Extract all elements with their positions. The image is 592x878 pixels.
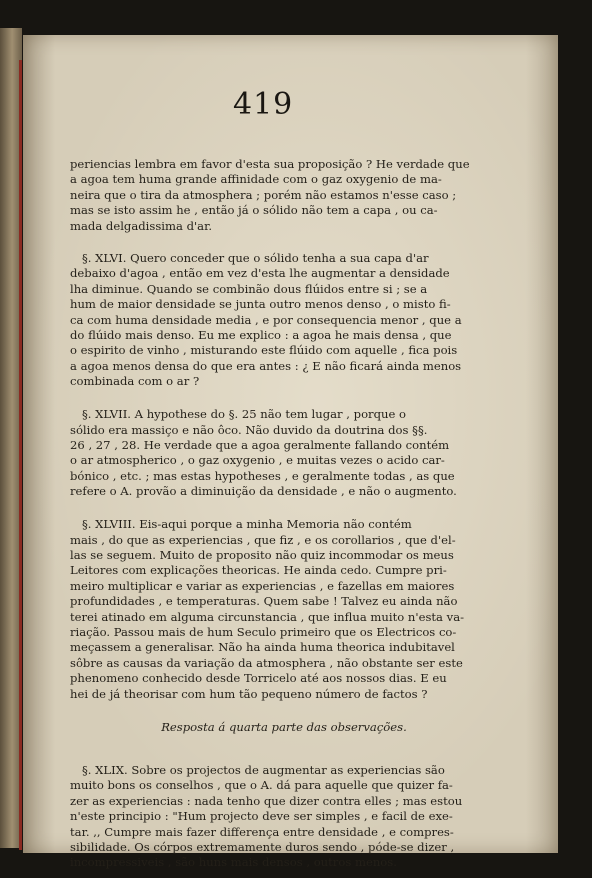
paragraph-1 xyxy=(70,157,470,234)
text-line: a agoa menos densa do que era antes : ¿ E não ficará ainda menos xyxy=(70,358,462,373)
text-line: combinada com o ar ? xyxy=(70,374,200,389)
paragraph-section-xlvi xyxy=(70,251,462,390)
text-line: mas se isto assim he , então já o sólido não tem a capa , ou ca- xyxy=(70,203,438,218)
text-line: refere o A. provão a diminuição da densidade , e não o augmento. xyxy=(70,484,457,499)
text-line: zer as experiencias : nada tenho que dizer contra elles ; mas estou xyxy=(70,793,463,808)
text-line: Leitores com explicações theoricas. He ainda cedo. Cumpre pri- xyxy=(70,563,447,578)
text-line: §. XLIX. Sobre os projectos de augmentar as experiencias são xyxy=(82,762,445,777)
text-line: terei atinado em alguma circunstancia , que influa muito n'esta va- xyxy=(70,609,465,624)
text-line: bónico , etc. ; mas estas hypotheses , e geralmente todas , as que xyxy=(70,468,455,483)
text-line: mais , do que as experiencias , que fiz , e os corollarios , que d'el- xyxy=(70,532,456,547)
text-line: tar. ,, Cumpre mais fazer differença entre densidade , e compres- xyxy=(70,824,454,839)
text-line: muito bons os conselhos , que o A. dá para aquelle que quizer fa- xyxy=(70,778,453,793)
paragraph-section-xlix xyxy=(70,762,463,871)
text-line: o ar atmospherico , o gaz oxygenio , e muitas vezes o acido car- xyxy=(70,453,445,468)
text-line: o espirito de vinho , misturando este flúido com aquelle , fica pois xyxy=(70,343,458,358)
text-line: mada delgadissima d'ar. xyxy=(70,218,213,233)
text-line: profundidades , e temperaturas. Quem sabe ! Talvez eu ainda não xyxy=(70,594,458,609)
text-line: phenomeno conhecido desde Torricelo até aos nossos dias. E eu xyxy=(70,671,447,686)
text-line: incompressiveis , são huns mais densos , outros menos. xyxy=(70,855,397,870)
text-line: sólido era massiço e não ôco. Não duvido da doutrina dos §§. xyxy=(70,422,428,437)
text-line: hum de maior densidade se junta outro menos denso , o misto fi- xyxy=(70,297,451,312)
text-line: §. XLVI. Quero conceder que o sólido tenha a sua capa d'ar xyxy=(82,251,429,266)
text-line: n'este principio : "Hum projecto deve ser simples , e facil de exe- xyxy=(70,809,453,824)
text-line: hei de já theorisar com hum tão pequeno número de factos ? xyxy=(70,686,428,701)
text-line: 26 , 27 , 28. He verdade que a agoa geralmente fallando contém xyxy=(70,438,450,452)
paragraph-section-xlvii xyxy=(70,407,457,499)
section-heading: Resposta á quarta parte das observações. xyxy=(161,719,407,734)
text-line: do flúido mais denso. Eu me explico : a agoa he mais densa , que xyxy=(70,328,452,343)
text-line: meiro multiplicar e variar as experiencias , e fazellas em maiores xyxy=(70,578,455,593)
red-page-edge xyxy=(19,60,22,850)
paragraph-section-xlviii xyxy=(70,517,465,702)
text-line: riação. Passou mais de hum Seculo primeiro que os Electricos co- xyxy=(70,624,457,639)
text-line: lha diminue. Quando se combinão dous flúidos entre si ; se a xyxy=(70,281,428,296)
text-line: sôbre as causas da variação da atmosphera , não obstante ser este xyxy=(70,655,463,670)
book-page xyxy=(23,35,558,870)
text-line: §. XLVII. A hypothese do §. 25 não tem lugar , porque o xyxy=(82,407,407,422)
text-line: §. XLVIII. Eis-aqui porque a minha Memoria não contém xyxy=(82,517,412,532)
text-line: meçassem a generalisar. Não ha ainda huma theorica indubitavel xyxy=(70,640,455,655)
text-line: debaixo d'agoa , então em vez d'esta lhe augmentar a densidade xyxy=(70,266,450,281)
text-line: a agoa tem huma grande affinidade com o gaz oxygenio de ma- xyxy=(70,172,442,187)
text-line: sibilidade. Os córpos extremamente duros sendo , póde-se dizer , xyxy=(70,839,455,854)
text-line: neira que o tira da atmosphera ; porém não estamos n'esse caso ; xyxy=(70,187,457,202)
text-line: ca com huma densidade media , e por consequencia menor , que a xyxy=(70,312,462,327)
text-line: las se seguem. Muito de proposito não quiz incommodar os meus xyxy=(70,547,454,562)
page-number: 419 xyxy=(233,87,294,122)
page-text xyxy=(70,157,470,878)
text-line: periencias lembra em favor d'esta sua proposição ? He verdade que xyxy=(70,157,470,171)
